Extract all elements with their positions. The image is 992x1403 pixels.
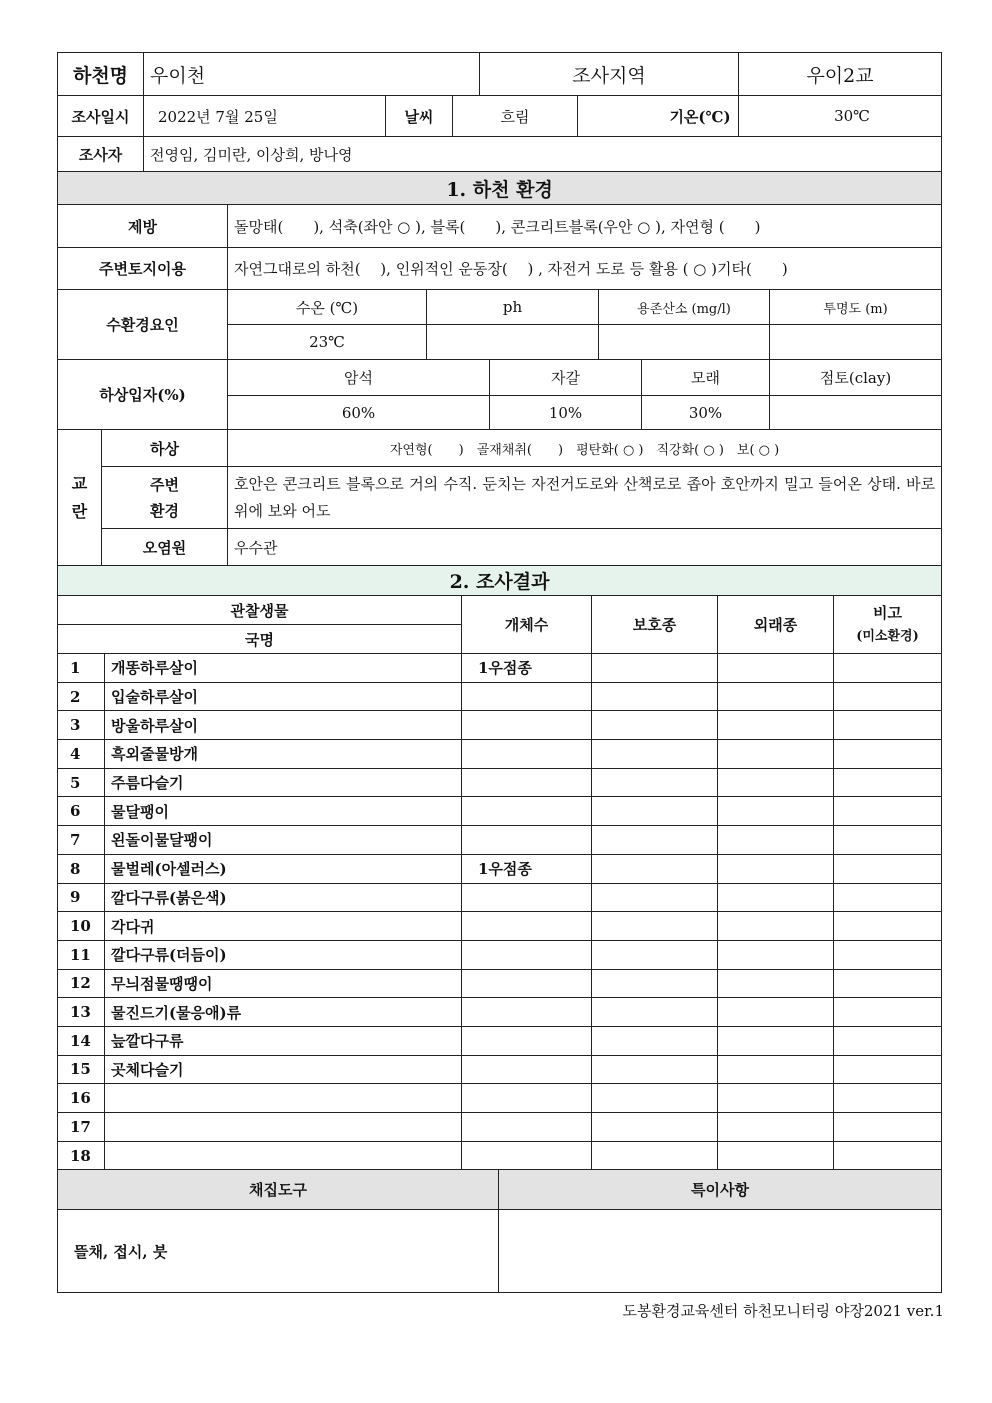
species-name: 각다귀 [105, 912, 462, 941]
rock-value: 60% [228, 396, 490, 430]
species-count [462, 797, 592, 826]
table-row [58, 940, 942, 969]
species-count [462, 912, 592, 941]
species-name: 주름다슬기 [105, 768, 462, 797]
environment-table [57, 171, 942, 566]
protected-header: 보호종 [592, 596, 718, 654]
river-name: 우이천 [144, 53, 480, 96]
land-use-label: 주변토지이용 [58, 248, 228, 290]
species-name: 방울하루살이 [105, 711, 462, 740]
clay-value [770, 396, 942, 430]
observed-header: 관찰생물 [58, 596, 462, 625]
exotic-cell [718, 1113, 834, 1142]
table-row [58, 768, 942, 797]
species-count: 1우점종 [462, 654, 592, 683]
water-temp-value: 23℃ [228, 325, 427, 360]
transparency-header: 투명도 (m) [770, 290, 942, 325]
results-table [57, 565, 942, 1170]
note-cell [834, 998, 942, 1027]
note-cell [834, 654, 942, 683]
table-row [58, 998, 942, 1027]
table-row [58, 1113, 942, 1142]
rock-header: 암석 [228, 360, 490, 396]
temp-value: 30℃ [739, 96, 942, 137]
protected-cell [592, 1113, 718, 1142]
protected-cell [592, 682, 718, 711]
header-table [57, 52, 942, 172]
table-row [58, 711, 942, 740]
species-name [105, 1113, 462, 1142]
note-cell [834, 1026, 942, 1055]
note-cell [834, 1113, 942, 1142]
exotic-cell [718, 1084, 834, 1113]
note-cell [834, 682, 942, 711]
exotic-cell [718, 1026, 834, 1055]
survey-date: 2022년 7월 25일 [144, 96, 386, 137]
disturbance-label-text: 교란 [71, 473, 88, 521]
species-name: 물진드기(물응애)류 [105, 998, 462, 1027]
row-number: 1 [58, 654, 105, 683]
sand-value: 30% [642, 396, 770, 430]
species-count [462, 711, 592, 740]
table-row [58, 1026, 942, 1055]
species-count [462, 1084, 592, 1113]
name-header: 국명 [58, 625, 462, 654]
exotic-header: 외래종 [718, 596, 834, 654]
note-header-sub: (미소환경) [856, 628, 919, 644]
exotic-cell [718, 711, 834, 740]
species-name: 물달팽이 [105, 797, 462, 826]
row-number: 11 [58, 940, 105, 969]
section-environment-title: 1. 하천 환경 [58, 172, 942, 205]
gravel-header: 자갈 [490, 360, 642, 396]
surround-label-line-1: 주변 [150, 475, 179, 494]
note-cell [834, 883, 942, 912]
row-number: 8 [58, 854, 105, 883]
protected-cell [592, 768, 718, 797]
protected-cell [592, 883, 718, 912]
row-number: 6 [58, 797, 105, 826]
exotic-cell [718, 912, 834, 941]
protected-cell [592, 1026, 718, 1055]
note-cell [834, 912, 942, 941]
transparency-value [770, 325, 942, 360]
species-count [462, 740, 592, 769]
row-number: 12 [58, 969, 105, 998]
area-value: 우이2교 [739, 53, 942, 96]
species-name: 곳체다슬기 [105, 1055, 462, 1084]
temp-label: 기온(℃) [578, 96, 739, 137]
surveyor-label: 조사자 [58, 137, 144, 172]
bottom-table [57, 1169, 942, 1293]
area-label: 조사지역 [480, 53, 739, 96]
table-row [58, 912, 942, 941]
row-number: 13 [58, 998, 105, 1027]
exotic-cell [718, 826, 834, 855]
table-row [58, 797, 942, 826]
species-count [462, 1141, 592, 1170]
species-name: 물벌레(아셀러스) [105, 854, 462, 883]
protected-cell [592, 1084, 718, 1113]
bed-value: 자연형( ) 골재채취( ) 평탄화( ○ ) 직강화( ○ ) 보( ○ ) [228, 430, 942, 467]
survey-sheet [57, 52, 941, 1293]
species-count [462, 940, 592, 969]
species-count [462, 1055, 592, 1084]
exotic-cell [718, 883, 834, 912]
protected-cell [592, 912, 718, 941]
row-number: 3 [58, 711, 105, 740]
species-name: 개똥하루살이 [105, 654, 462, 683]
row-number: 2 [58, 682, 105, 711]
note-header [834, 596, 942, 654]
protected-cell [592, 940, 718, 969]
dissolved-oxygen-header: 용존산소 (mg/l) [599, 290, 770, 325]
row-number: 10 [58, 912, 105, 941]
surround-label-line-2: 환경 [150, 501, 179, 520]
exotic-cell [718, 682, 834, 711]
row-number: 9 [58, 883, 105, 912]
exotic-cell [718, 740, 834, 769]
row-number: 7 [58, 826, 105, 855]
exotic-cell [718, 940, 834, 969]
species-name [105, 1141, 462, 1170]
water-factors-label: 수환경요인 [58, 290, 228, 360]
ph-header: ph [427, 290, 599, 325]
surveyors: 전영임, 김미란, 이상희, 방나영 [144, 137, 942, 172]
table-row [58, 682, 942, 711]
protected-cell [592, 654, 718, 683]
species-count [462, 1113, 592, 1142]
exotic-cell [718, 654, 834, 683]
tools-header: 채집도구 [58, 1170, 499, 1210]
ph-value [427, 325, 599, 360]
note-cell [834, 1084, 942, 1113]
sand-header: 모래 [642, 360, 770, 396]
protected-cell [592, 711, 718, 740]
disturbance-label [58, 430, 102, 566]
row-number: 17 [58, 1113, 105, 1142]
protected-cell [592, 826, 718, 855]
note-cell [834, 940, 942, 969]
surround-value: 호안은 콘크리트 블록으로 거의 수직. 둔치는 자전거도로와 산책로로 좁아 호안까지 밀고 들어온 상태. 바로 위에 보와 어도 [228, 467, 942, 529]
species-name: 깔다구류(붉은색) [105, 883, 462, 912]
table-row [58, 1055, 942, 1084]
note-header-label: 비고 [873, 603, 902, 622]
row-number: 4 [58, 740, 105, 769]
dissolved-oxygen-value [599, 325, 770, 360]
footer-version: 도봉환경교육센터 하천모니터링 야장2021 ver.1 [622, 1302, 944, 1320]
water-temp-header: 수온 (℃) [228, 290, 427, 325]
table-row [58, 1084, 942, 1113]
weather-value: 흐림 [453, 96, 578, 137]
table-row [58, 826, 942, 855]
date-label: 조사일시 [58, 96, 144, 137]
protected-cell [592, 1141, 718, 1170]
note-cell [834, 1141, 942, 1170]
species-count [462, 768, 592, 797]
species-count [462, 682, 592, 711]
species-name: 늪깔다구류 [105, 1026, 462, 1055]
river-label: 하천명 [58, 53, 144, 96]
row-number: 5 [58, 768, 105, 797]
notes-value [499, 1210, 942, 1293]
table-row [58, 854, 942, 883]
exotic-cell [718, 768, 834, 797]
weather-label: 날씨 [386, 96, 453, 137]
species-name: 무늬점물땡땡이 [105, 969, 462, 998]
notes-header: 특이사항 [499, 1170, 942, 1210]
protected-cell [592, 998, 718, 1027]
table-row [58, 740, 942, 769]
exotic-cell [718, 797, 834, 826]
exotic-cell [718, 1055, 834, 1084]
species-list [58, 654, 942, 1170]
exotic-cell [718, 969, 834, 998]
row-number: 14 [58, 1026, 105, 1055]
protected-cell [592, 969, 718, 998]
count-header: 개체수 [462, 596, 592, 654]
protected-cell [592, 797, 718, 826]
levee-label: 제방 [58, 205, 228, 248]
species-count [462, 1026, 592, 1055]
note-cell [834, 1055, 942, 1084]
note-cell [834, 740, 942, 769]
note-cell [834, 969, 942, 998]
protected-cell [592, 854, 718, 883]
species-name: 입술하루살이 [105, 682, 462, 711]
levee-value: 돌망태( ), 석축(좌안 ○ ), 블록( ), 콘크리트블록(우안 ○ ), 자연형 ( ) [228, 205, 942, 248]
exotic-cell [718, 854, 834, 883]
note-cell [834, 854, 942, 883]
surround-label [102, 467, 228, 529]
note-cell [834, 797, 942, 826]
note-cell [834, 826, 942, 855]
species-count [462, 998, 592, 1027]
species-count [462, 883, 592, 912]
row-number: 15 [58, 1055, 105, 1084]
row-number: 18 [58, 1141, 105, 1170]
table-row [58, 654, 942, 683]
species-name: 깔다구류(더듬이) [105, 940, 462, 969]
pollution-label: 오염원 [102, 529, 228, 566]
bed-label: 하상 [102, 430, 228, 467]
gravel-value: 10% [490, 396, 642, 430]
note-cell [834, 711, 942, 740]
substrate-label: 하상입자(%) [58, 360, 228, 430]
species-name: 흑외줄물방개 [105, 740, 462, 769]
table-row [58, 883, 942, 912]
exotic-cell [718, 1141, 834, 1170]
land-use-value: 자연그대로의 하천( ), 인위적인 운동장( ) , 자전거 도로 등 활용 ( ○ )기타( ) [228, 248, 942, 290]
tools-value: 뜰채, 접시, 붓 [58, 1210, 499, 1293]
protected-cell [592, 740, 718, 769]
clay-header: 점토(clay) [770, 360, 942, 396]
species-name: 왼돌이물달팽이 [105, 826, 462, 855]
species-count [462, 969, 592, 998]
pollution-value: 우수관 [228, 529, 942, 566]
exotic-cell [718, 998, 834, 1027]
species-count [462, 826, 592, 855]
note-cell [834, 768, 942, 797]
species-count: 1우점종 [462, 854, 592, 883]
row-number: 16 [58, 1084, 105, 1113]
species-name [105, 1084, 462, 1113]
table-row [58, 1141, 942, 1170]
protected-cell [592, 1055, 718, 1084]
section-results-title: 2. 조사결과 [58, 566, 942, 596]
table-row [58, 969, 942, 998]
